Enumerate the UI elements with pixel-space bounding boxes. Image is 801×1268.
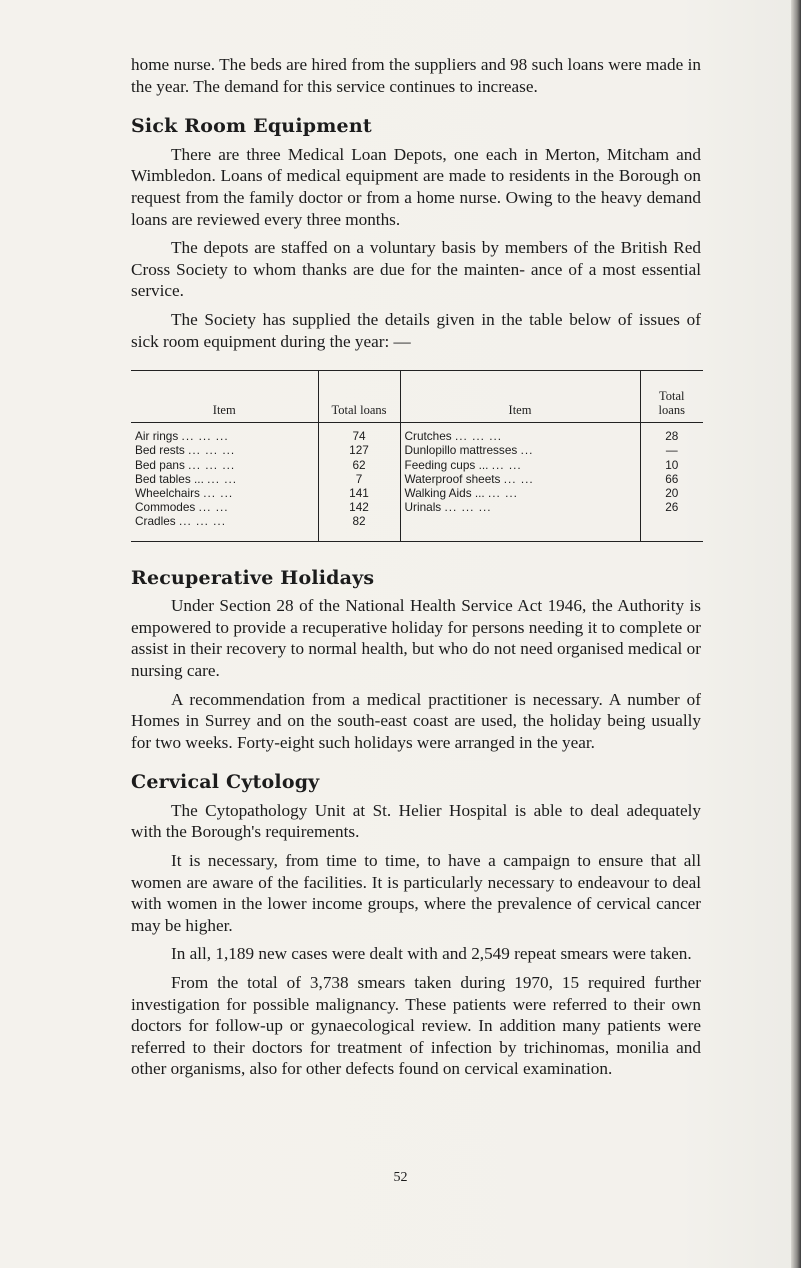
total-value: 26 <box>665 500 679 515</box>
item-cell-left <box>131 514 318 541</box>
total-value: 74 <box>352 429 366 444</box>
total-value: 127 <box>349 443 369 458</box>
cytology-paragraph-1: The Cytopathology Unit at St. Helier Hospital is able to deal adequately with the Borough's requirements. <box>131 800 701 842</box>
item-name: Bed rests <box>135 443 185 458</box>
item-cell-left <box>131 500 318 514</box>
total-value: 20 <box>665 485 679 500</box>
page-number: 52 <box>393 1170 408 1185</box>
item-cell-right <box>400 458 640 472</box>
item-cell-right <box>400 514 640 541</box>
total-cell-left <box>318 423 400 444</box>
total-value: 10 <box>665 457 679 472</box>
leader-dots: ... ... ... <box>455 429 503 444</box>
item-name: Urinals <box>404 500 442 515</box>
table-row <box>131 472 703 486</box>
item-cell-right <box>400 423 640 444</box>
recup-paragraph-1: Under Section 28 of the National Health Service Act 1946, the Authority is empowered to provide a recuperative holiday for persons needing it to complete or assist in their recovery to normal health, but who do not need organised medical or nursing care. <box>131 596 701 680</box>
equipment-loans-table <box>131 370 703 541</box>
item-cell-right <box>400 486 640 500</box>
total-cell-left <box>318 486 400 500</box>
leader-dots: ... ... <box>488 485 518 500</box>
item-name: Dunlopillo mattresses <box>404 443 518 458</box>
item-name: Air rings <box>135 429 179 444</box>
total-value: 82 <box>352 514 366 529</box>
leader-dots: ... ... ... <box>188 457 236 472</box>
item-name: Cradles <box>135 514 176 529</box>
item-cell-left <box>131 423 318 444</box>
total-cell-right <box>640 500 703 514</box>
page-content <box>131 54 701 1080</box>
total-cell-right <box>640 443 703 457</box>
item-cell-left <box>131 443 318 457</box>
cytology-paragraph-3: In all, 1,189 new cases were dealt with and 2,549 repeat smears were taken. <box>171 944 692 964</box>
item-cell-right <box>400 500 640 514</box>
total-cell-right <box>640 486 703 500</box>
leader-dots: ... ... ... <box>444 500 492 515</box>
total-cell-left <box>318 458 400 472</box>
header-total-left: Total loans <box>318 371 400 423</box>
item-name: Bed tables ... <box>135 471 204 486</box>
leader-dots: ... ... <box>203 485 234 500</box>
section-heading-cytology: Cervical Cytology <box>131 771 320 794</box>
item-cell-left <box>131 458 318 472</box>
total-value: 62 <box>352 457 366 472</box>
table-row <box>131 423 703 444</box>
header-item-right: Item <box>400 371 640 423</box>
total-value: 7 <box>355 471 363 486</box>
total-cell-right <box>640 514 703 541</box>
total-cell-left <box>318 500 400 514</box>
item-cell-right <box>400 443 640 457</box>
item-name: Bed pans <box>135 457 185 472</box>
sick-room-paragraph-3: The Society has supplied the details given in the table below of issues of sick room equipment during the year: — <box>131 309 701 351</box>
item-cell-left <box>131 486 318 500</box>
item-cell-right <box>400 472 640 486</box>
leader-dots: ... ... <box>503 471 534 486</box>
table-header-row <box>131 371 703 423</box>
header-item-left: Item <box>131 371 318 423</box>
intro-paragraph: home nurse. The beds are hired from the suppliers and 98 such loans were made in the year. The demand for this service continues to increase. <box>131 55 701 96</box>
section-heading-recuperative: Recuperative Holidays <box>131 566 375 589</box>
header-total-right: Total loans <box>640 371 703 423</box>
cytology-paragraph-4: From the total of 3,738 smears taken during 1970, 15 required further investigation for possible malignancy. These patients were referred to their own doctors for follow-up or gynaecological review. In addition many patients were referred to their doctors for treatment of infection by trichinomas, monilia and other organisms, also for other defects found on cervical examination. <box>131 973 701 1079</box>
section-heading-sick-room: Sick Room Equipment <box>131 115 372 138</box>
table-row <box>131 443 703 457</box>
recup-paragraph-2: A recommendation from a medical practitioner is necessary. A number of Homes in Surrey and on the south-east coast are used, the holiday being usually for two weeks. Forty-eight such holidays were arranged in the year. <box>131 689 701 752</box>
total-cell-right <box>640 458 703 472</box>
table-row <box>131 514 703 541</box>
item-name: Commodes <box>135 500 196 515</box>
item-cell-left <box>131 472 318 486</box>
leader-dots: ... ... <box>198 500 229 515</box>
cytology-paragraph-2: It is necessary, from time to time, to have a campaign to ensure that all women are aware of the facilities. It is particularly necessary to endeavour to deal with women in the lower income groups, where the prevalence of cervical cancer may be higher. <box>131 851 701 935</box>
sick-room-paragraph-2: The depots are staffed on a voluntary basis by members of the British Red Cross Society to whom thanks are due for the mainten- ance of a most essential service. <box>131 238 701 301</box>
table-row <box>131 486 703 500</box>
total-value: 142 <box>349 500 369 515</box>
leader-dots: ... <box>520 443 534 458</box>
leader-dots: ... ... <box>207 471 238 486</box>
total-cell-right <box>640 423 703 444</box>
total-cell-left <box>318 514 400 541</box>
total-value: 66 <box>665 471 679 486</box>
item-name: Feeding cups ... <box>404 457 489 472</box>
total-value: — <box>665 443 678 458</box>
total-value: 28 <box>665 429 679 444</box>
leader-dots: ... ... ... <box>188 443 236 458</box>
table-row <box>131 500 703 514</box>
total-cell-left <box>318 443 400 457</box>
total-cell-right <box>640 472 703 486</box>
leader-dots: ... ... ... <box>178 514 226 529</box>
item-name: Crutches <box>404 429 452 444</box>
leader-dots: ... ... ... <box>181 429 229 444</box>
item-name: Walking Aids ... <box>404 485 485 500</box>
sick-room-paragraph-1: There are three Medical Loan Depots, one each in Merton, Mitcham and Wimbledon. Loans of medical equipment are made to residents in the Borough on request from the family doctor or from a home nurse. Owing to the heavy demand loans are reviewed every three months. <box>131 144 701 229</box>
page-edge <box>791 0 801 1268</box>
total-cell-left <box>318 472 400 486</box>
leader-dots: ... ... <box>491 457 522 472</box>
item-name: Waterproof sheets <box>404 471 501 486</box>
total-value: 141 <box>349 485 369 500</box>
table-row <box>131 458 703 472</box>
item-name: Wheelchairs <box>135 485 200 500</box>
